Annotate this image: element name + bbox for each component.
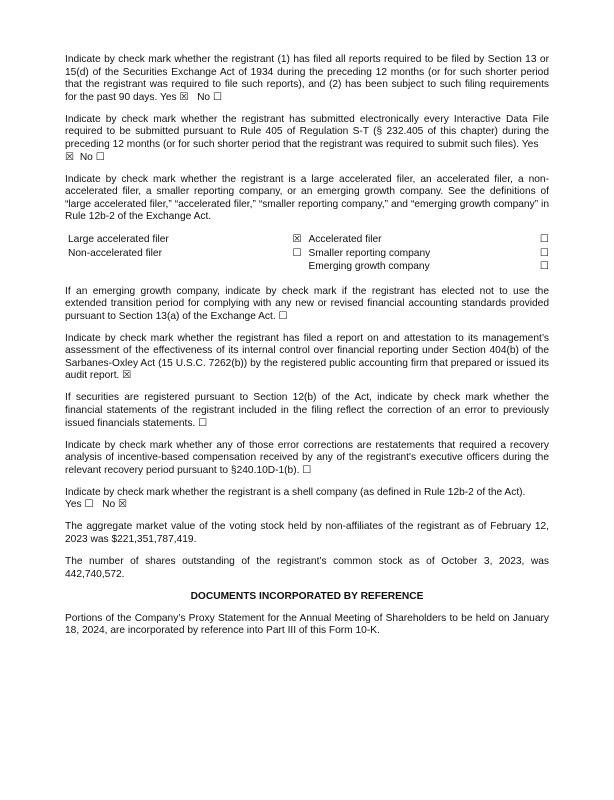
internal-control-text: Indicate by check mark whether the registrant has filed a report on and attestation to its management’s assessment of the effectiveness of its internal control over financial reporting under Section 404(b) of the Sarbanes-Oxley Act (15 U.S.C. 7262(b)) by the registered public accounting firm that prepared or issued its audit report.: [65, 332, 549, 382]
interactive-data-yes-label: Yes: [521, 138, 539, 150]
large-accelerated-filer-label: Large accelerated filer: [68, 234, 169, 246]
reports-filed-text: Indicate by check mark whether the registrant (1) has filed all reports required to be filed by Section 13 or 15(d) of the Securities Exchange Act of 1934 during the preceding 12 months (or for such shorter period that the registrant was required to file such reports), and (2) has been subject to such filing requirements for the past 90 days.: [65, 54, 549, 103]
section-heading: DOCUMENTS INCORPORATED BY REFERENCE: [190, 590, 424, 602]
error-correction-text: If securities are registered pursuant to Section 12(b) of the Act, indicate by check mark whether the financial statements of the registrant included in the filing reflect the correction of an error to previously issued financials statements.: [65, 392, 549, 429]
shell-company-text: Indicate by check mark whether the registrant is a shell company (as defined in Rule 12b-2 of the Act).: [65, 486, 526, 498]
shell-company-no-label: No: [102, 499, 116, 511]
emerging-growth-company-checkbox[interactable]: ☐: [539, 261, 549, 273]
interactive-data-no-label: No: [79, 151, 93, 163]
shares-outstanding-paragraph: The number of shares outstanding of the registrant’s common stock as of October 3, 2023, was 442,740,572.: [65, 555, 549, 580]
reports-filed-yes-label: Yes: [159, 91, 177, 103]
filer-row: [65, 247, 549, 260]
shell-company-yes-label: Yes: [65, 499, 82, 511]
recovery-analysis-text: Indicate by check mark whether any of those error corrections are restatements that required a recovery analysis of incentive-based compensation received by any of the registrant's executive officers during the relevant recovery period pursuant to §240.10D-1(b).: [65, 439, 549, 476]
large-accelerated-filer-checkbox[interactable]: ☒: [292, 234, 302, 246]
interactive-data-text: Indicate by check mark whether the registrant has submitted electronically every Interactive Data File required to be submitted pursuant to Rule 405 of Regulation S-T (§ 232.405 of this chapter) during the preceding 12 months (or for such shorter period that the registrant was required to submit such files).: [65, 113, 549, 150]
interactive-data-no-checkbox[interactable]: ☐: [95, 151, 105, 163]
recovery-analysis-paragraph: [65, 440, 549, 478]
interactive-data-yes-checkbox[interactable]: ☒: [65, 151, 75, 163]
shell-company-no-checkbox[interactable]: ☒: [117, 499, 128, 511]
reports-filed-no-checkbox[interactable]: ☐: [212, 91, 223, 103]
filer-row: [65, 260, 549, 273]
non-accelerated-filer-checkbox[interactable]: ☐: [292, 247, 302, 259]
shell-company-yes-checkbox[interactable]: ☐: [84, 499, 94, 511]
reports-filed-paragraph: [65, 54, 549, 104]
proxy-statement-paragraph: Portions of the Company’s Proxy Statement for the Annual Meeting of Shareholders to be held on January 18, 2024, are incorporated by reference into Part III of this Form 10-K.: [65, 612, 549, 637]
accelerated-filer-checkbox[interactable]: ☐: [539, 234, 549, 246]
smaller-reporting-company-label: Smaller reporting company: [308, 247, 431, 259]
interactive-data-paragraph: [65, 114, 549, 164]
reports-filed-yes-checkbox[interactable]: ☒: [179, 91, 189, 103]
error-correction-paragraph: [65, 392, 549, 430]
filer-status-paragraph: Indicate by check mark whether the registrant is a large accelerated filer, an accelerated filer, a non-accelerated filer, a smaller reporting company, or an emerging growth company. See the definitions of “large accelerated filer,” “accelerated filer,” “smaller reporting company,” and “emerging growth company” in Rule 12b-2 of the Exchange Act.: [65, 173, 549, 223]
smaller-reporting-company-checkbox[interactable]: ☐: [539, 247, 549, 259]
transition-period-checkbox[interactable]: ☐: [278, 310, 288, 322]
market-value-paragraph: The aggregate market value of the voting stock held by non-affiliates of the registrant as of February 12, 2023 was $221,351,787,419.: [65, 521, 549, 545]
recovery-analysis-checkbox[interactable]: ☐: [302, 464, 312, 476]
error-correction-checkbox[interactable]: ☐: [198, 417, 208, 429]
filer-row: [65, 233, 549, 246]
reports-filed-no-label: No: [197, 91, 211, 103]
transition-period-paragraph: [65, 286, 549, 324]
non-accelerated-filer-label: Non-accelerated filer: [68, 247, 162, 259]
internal-control-checkbox[interactable]: ☒: [122, 370, 132, 382]
transition-period-text: If an emerging growth company, indicate by check mark if the registrant has elected not to use the extended transition period for complying with any new or revised financial accounting standards provided pursuant to Section 13(a) of the Exchange Act.: [65, 285, 549, 322]
shell-company-paragraph: [65, 487, 549, 512]
filer-status-table: [65, 233, 549, 273]
accelerated-filer-label: Accelerated filer: [308, 234, 382, 246]
emerging-growth-company-label: Emerging growth company: [308, 261, 430, 273]
internal-control-paragraph: [65, 333, 549, 383]
document-page: [65, 54, 549, 647]
